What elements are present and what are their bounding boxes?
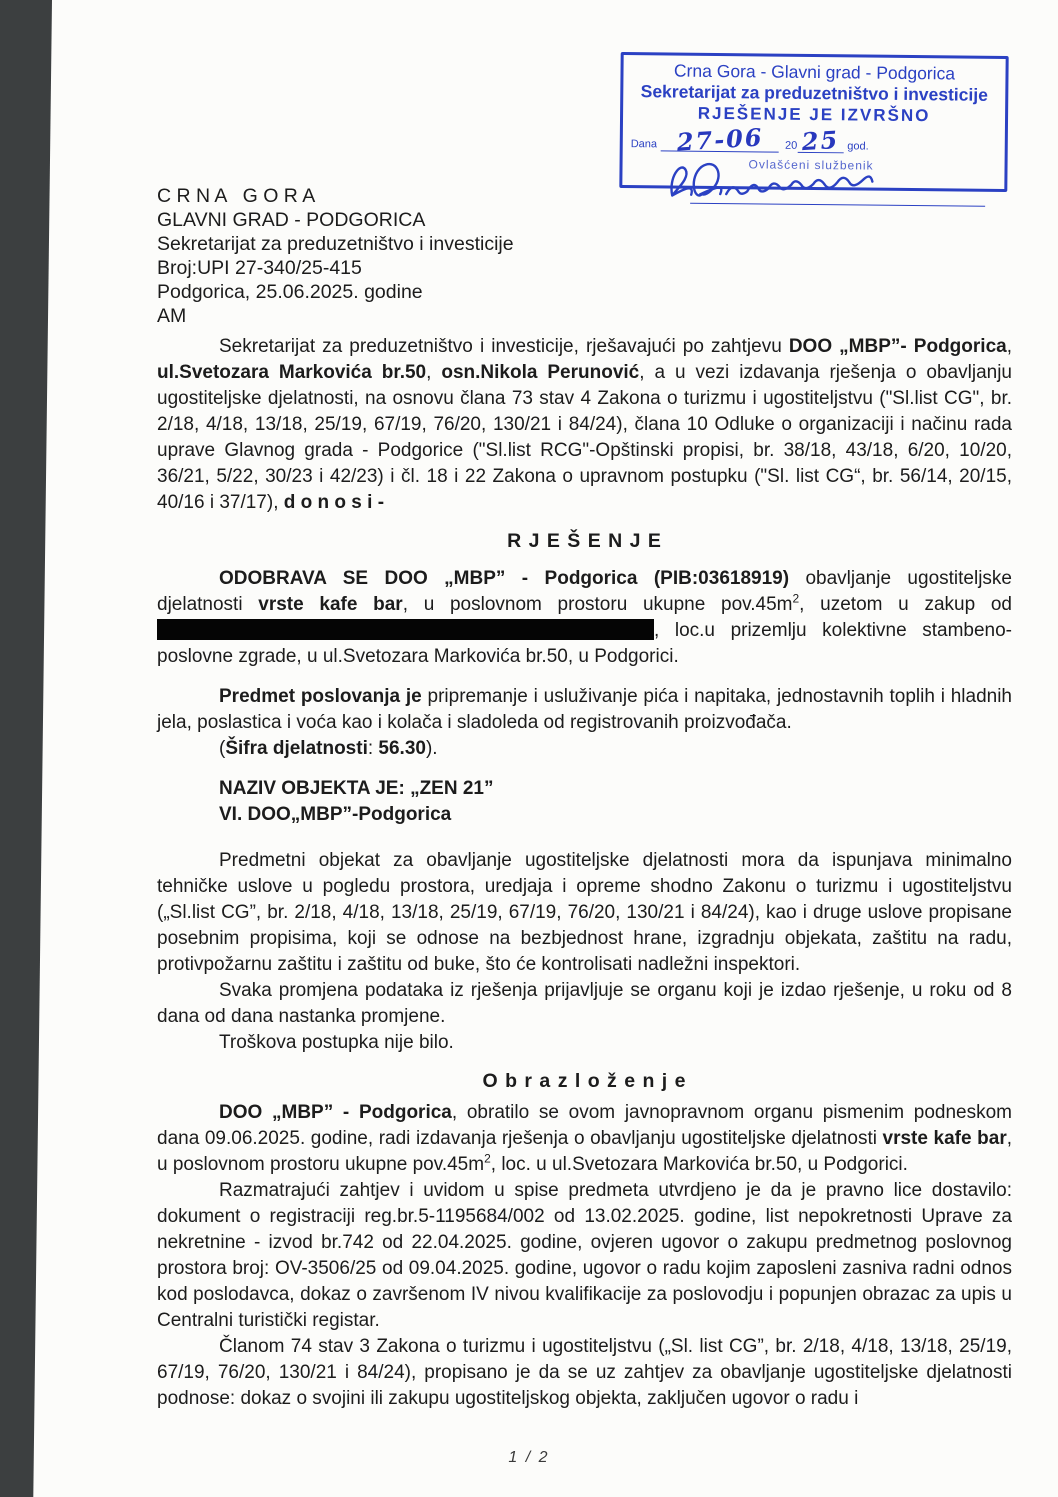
paragraph-podnesak — [157, 1100, 1012, 1178]
text-segment: ). — [425, 738, 438, 759]
header-secretariat: Sekretarijat za preduzetništvo i investicije — [157, 233, 514, 255]
header-country: C R N A G O R A — [157, 185, 316, 207]
text-segment: , — [1006, 336, 1012, 357]
page-number: 1 / 2 — [508, 1449, 550, 1466]
stamp-org-line: Crna Gora - Glavni grad - Podgorica — [673, 60, 956, 84]
approval-statement: ODOBRAVA SE DOO „MBP” - Podgorica (PIB:03618919) — [219, 568, 790, 589]
text-segment: , u poslovnom prostoru ukupne pov.45m — [402, 594, 793, 615]
paragraph-predmet-poslovanja — [157, 684, 1012, 736]
stamp-date-label: Dana — [630, 138, 658, 151]
header-initials: AM — [157, 305, 187, 327]
founder-name: osn.Nikola Perunović — [441, 362, 640, 383]
text-segment: , obratilo se ovom javnopravnom organu pismenim podneskom dana 09.06.2025. godine, radi izdavanja rješenja o obavljanju ugostiteljske djelatnosti — [157, 1102, 1012, 1149]
text-segment: , a u vezi izdavanja rješenja o obavljanju ugostiteljske djelatnosti, na osnovu člana 73 stav 4 Zakona o turizmu i ugostiteljstvu ("Sl.list CG", br. 2/18, 4/18, 13/18, 25/19, 67/19, 76/20, 130/21 i 84/24), člana 10 Odluke o organizaciji i načinu rada uprave Glavnog grada - Podgorice ("Sl.list RCG"-Opštinski propisi, br. 38/18, 43/18, 6/20, 10/20, 36/21, 5/22, 30/23 i 42/23) i čl. 18 i 22 Zakona o upravnom postupku ("Sl. list CG“, br. 56/14, 20/15, 40/16 i 37/17), — [157, 362, 1012, 513]
header-case-number: Broj:UPI 27-340/25-415 — [157, 257, 362, 279]
paragraph-minimalni-uslovi: Predmetni objekat za obavljanje ugostiteljske djelatnosti mora da ispunjava minimalno tehničke uslove u pogledu prostora, uredjaja i opreme shodno Zakonu o turizmu i ugostiteljstvu („Sl.list CG”, br. 2/18, 4/18, 13/18, 25/19, 67/19, 76/20, 130/21 i 84/24), kao i druge uslove propisane posebnim propisima, koji se odnose na bezbjednost hrane, izgradnju objekata, zaštitu na radu, protivpožarnu zaštitu i zaštitu od buke, što će kontrolisati nadležni inspektori. — [157, 850, 1012, 975]
sifra-code: 56.30 — [378, 738, 426, 759]
stamp-year-suffix: god. — [847, 140, 869, 153]
scan-edge-artifact — [0, 0, 52, 1497]
heading-obrazlozenje: O b r a z l o ž e n j e — [482, 1070, 687, 1092]
paragraph-odobrava — [157, 566, 1012, 670]
redaction-bar — [157, 619, 654, 640]
text-segment: , loc.u prizemlju kolektivne stambeno-poslovne zgrade, u ul.Svetozara Markovića br.50, u Podgorici. — [157, 620, 1012, 667]
text-segment: ( — [219, 738, 226, 759]
paragraph-clan-74: Članom 74 stav 3 Zakona o turizmu i ugostiteljstvu („Sl. list CG”, br. 2/18, 4/18, 13/18, 25/19, 67/19, 76/20, 130/21 i 84/24), propisano je da se uz zahtjev za obavljanje ugostiteljske djelatnosti podnose: dokaz o svojini ili zakupu ugostiteljskog objekta, zaključen ugovor o radu i — [157, 1336, 1012, 1409]
donosi-label: d o n o s i - — [283, 492, 385, 513]
text-segment: , uzetom u zakup od — [799, 594, 1012, 615]
text-segment: : — [367, 738, 379, 759]
sifra-label: Šifra djelatnosti — [225, 738, 368, 759]
stamp-status-line: RJEŠENJE JE IZVRŠNO — [697, 103, 931, 126]
stamp-official-label: Ovlašćeni službenik — [748, 157, 874, 173]
company-name: DOO „MBP” - Podgorica — [219, 1102, 452, 1123]
text-segment: pripremanje i usluživanje pića i napitaka, jednostavnih toplih i hladnih jela, poslastica i voća kao i kolača i sladoleda od registrovanih proizvođača. — [157, 686, 1012, 733]
company-address: ul.Svetozara Markovića br.50 — [157, 362, 427, 383]
paragraph-intro — [157, 334, 1012, 516]
line-troskovi: Troškova postupka nije bilo. — [219, 1032, 454, 1053]
text-segment: obavljanje ugostiteljske djelatnosti — [157, 568, 1012, 615]
text-segment: , u poslovnom prostoru ukupne pov.45m — [157, 1128, 1012, 1175]
header-place-date: Podgorica, 25.06.2025. godine — [157, 281, 423, 303]
business-type: vrste kafe bar — [882, 1128, 1007, 1149]
company-name: DOO „MBP”- Podgorica — [788, 336, 1007, 357]
paragraph-razmatranje: Razmatrajući zahtjev i uvidom u spise predmeta utvrdjeno je da je pravno lice dostavilo: dokument o registraciji reg.br.5-1195684/002 od 13.02.2025. godine, list nepokretnosti Uprave za nekretnine - izvod br.742 od 22.04.2025. godine, ovjeren ugovor o zakupu predmetnog poslovnog prostora broj: OV-3506/25 od 09.04.2025. godine, ugovor o radu kojim zaposleni zasniva radni odnos kod poslodavca, dokaz o završenom IV nivou kvalifikacije za poslovodju i popunjen obrazac za upis u Centralni turistički registar. — [157, 1180, 1012, 1331]
text-segment: Sekretarijat za preduzetništvo i investicije, rješavajući po zahtjevu — [219, 336, 789, 357]
predmet-label: Predmet poslovanja je — [219, 686, 422, 707]
stamp-year-handwritten: 25 — [800, 124, 840, 157]
text-segment: , — [426, 362, 442, 383]
paragraph-promjena-podataka: Svaka promjena podataka iz rješenja prijavljuje se organu koji je izdao rješenje, u roku od 8 dana od dana nastanka promjene. — [157, 980, 1012, 1027]
line-vlasnik: VI. DOO„MBP”-Podgorica — [219, 804, 452, 825]
stamp-secretariat-line: Sekretarijat za preduzetništvo i investicije — [640, 81, 989, 105]
superscript: 2 — [792, 591, 800, 606]
business-type: vrste kafe bar — [258, 594, 403, 615]
line-naziv-objekta: NAZIV OBJEKTA JE: „ZEN 21” — [219, 778, 494, 799]
superscript: 2 — [484, 1151, 491, 1166]
stamp-date-handwritten: 27-06 — [675, 122, 765, 157]
text-segment: , loc. u ul.Svetozara Markovića br.50, u Podgorici. — [490, 1154, 908, 1175]
heading-rjesenje: R J E Š E N J E — [507, 530, 662, 552]
line-sifra-djelatnosti — [157, 736, 1012, 762]
letterhead — [157, 184, 1012, 328]
stamp-year-prefix: 20 — [784, 139, 798, 152]
document-body — [157, 0, 1012, 1412]
header-city: GLAVNI GRAD - PODGORICA — [157, 209, 426, 231]
